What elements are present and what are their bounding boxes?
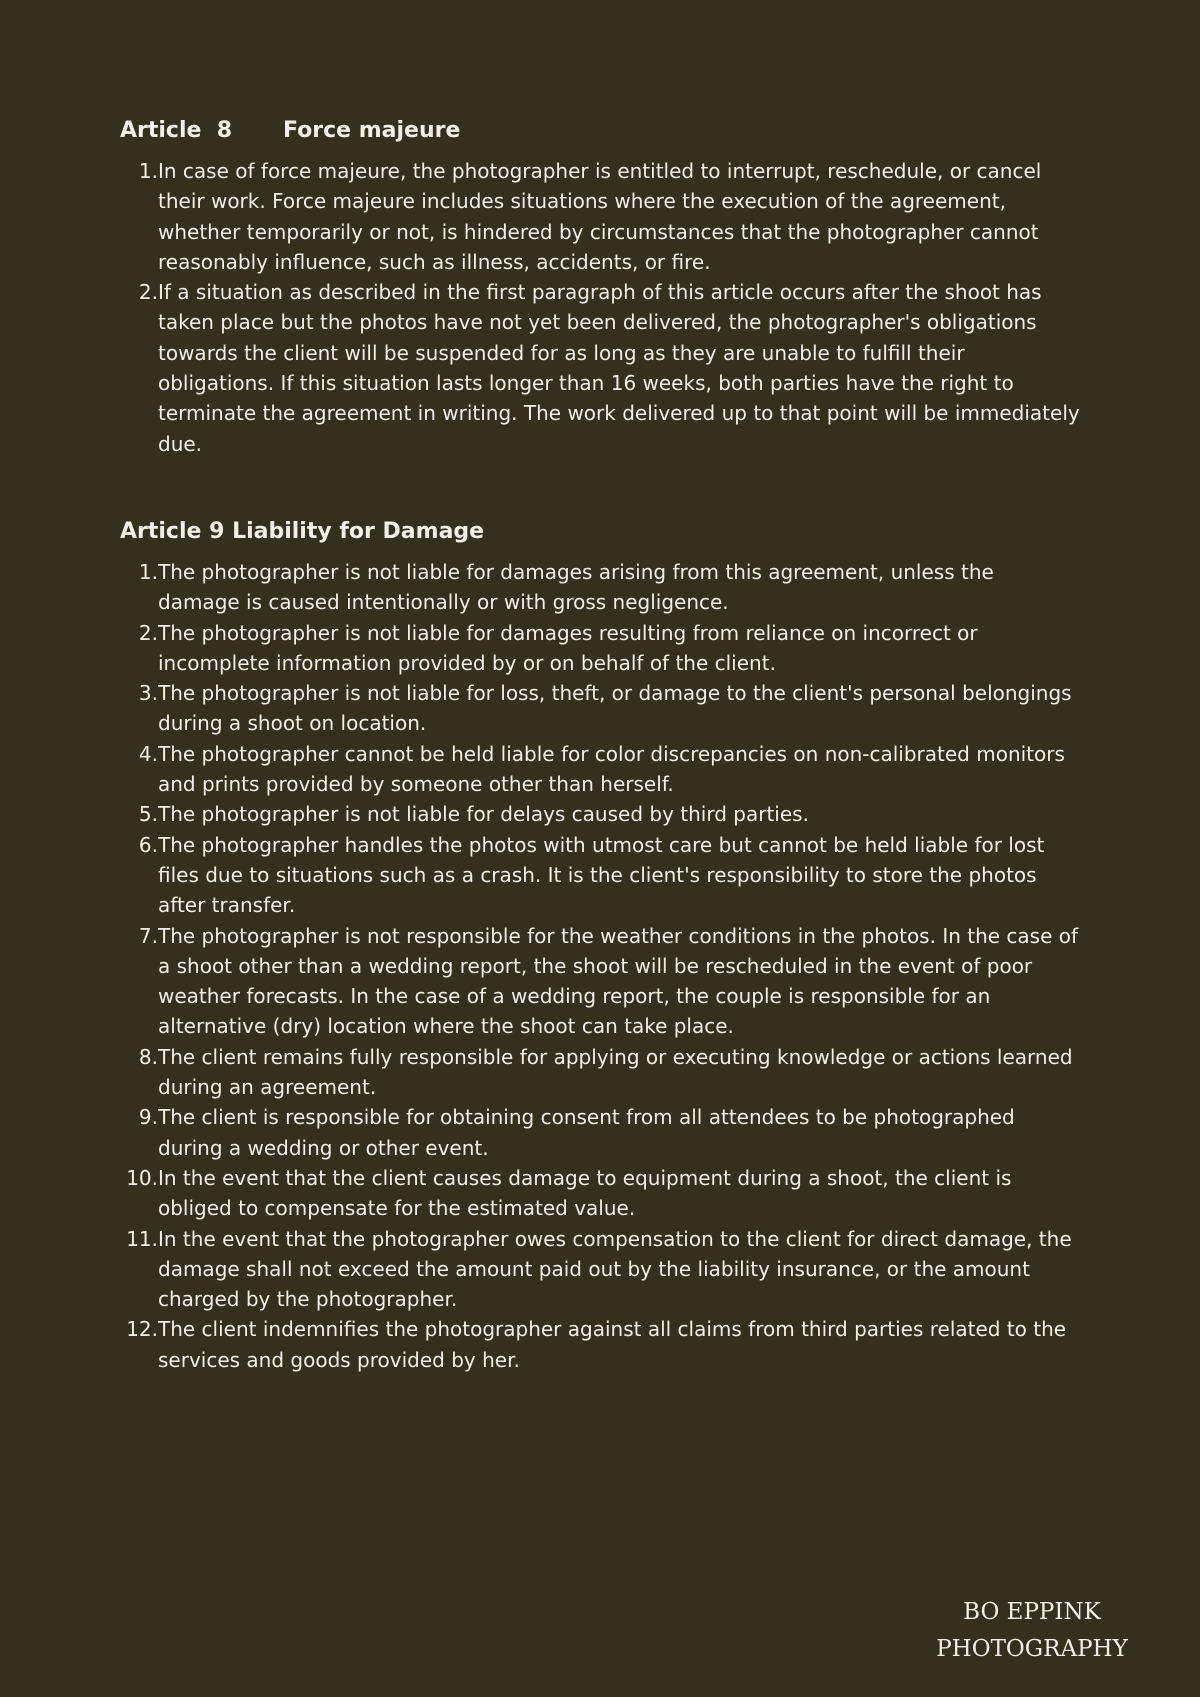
list-item-text: The photographer is not liable for damages resulting from reliance on incorrect or incomplete information provided by or on behalf of the client. [158,620,978,675]
list-item [120,618,1080,679]
list-item [120,739,1080,800]
list-item-number: 2. [138,620,158,645]
list-item-text: The client indemnifies the photographer against all claims from third parties related to the services and goods provided by her. [158,1317,1067,1372]
article-8-heading [120,116,1080,146]
list-item-text: In the event that the client causes damage to equipment during a shoot, the client is obliged to compensate for the estimated value. [158,1165,1012,1221]
list-item-number: 1. [138,159,158,183]
list-item-number: 2. [138,280,158,305]
article-9-title: Article 9 Liability for Damage [120,518,485,544]
list-item-text: The photographer handles the photos with utmost care but cannot be held liable for lost files due to situations such as a crash. It is the client's responsibility to store the photos after transfer. [158,832,1045,918]
list-item [120,277,1080,459]
list-item-number: 10. [126,1165,158,1190]
list-item [120,557,1080,618]
list-item [120,921,1080,1042]
article-8-number: Article 8 [120,118,233,143]
list-item [120,678,1080,739]
brand-subtitle: PHOTOGRAPHY [936,1636,1128,1662]
article-8-list [120,156,1080,459]
document-body [120,116,1080,1375]
list-item-number: 4. [138,741,158,766]
list-item-text: If a situation as described in the first paragraph of this article occurs after the shoot has taken place but the photos have not yet been delivered, the photographer's obligations towards the client will be suspended for as long as they are unable to fulfill their obligations. If this situation lasts longer than 16 weeks, both parties have the right to terminate the agreement in writing. The work delivered up to that point will be immediately due. [158,280,1080,456]
list-item [120,156,1080,277]
brand-logo [902,1594,1162,1668]
list-item-number: 11. [126,1226,158,1251]
list-item [120,1163,1080,1224]
list-item [120,1102,1080,1163]
list-item-text: In case of force majeure, the photographer is entitled to interrupt, reschedule, or cancel their work. Force majeure includes situations where the execution of the agreement, whether temporarily or not, is hindered by circumstances that the photographer cannot reasonably influence, such as illness, accidents, or fire. [158,159,1042,274]
list-item-text: The photographer is not responsible for the weather conditions in the photos. In the case of a shoot other than a wedding report, the shoot will be rescheduled in the event of poor weather forecasts. In the case of a wedding report, the couple is responsible for an alternative (dry) location where the shoot can take place. [158,923,1079,1039]
list-item-text: The client remains fully responsible for applying or executing knowledge or actions learned during an agreement. [158,1044,1073,1100]
list-item [120,799,1080,829]
list-item-text: In the event that the photographer owes compensation to the client for direct damage, the damage shall not exceed the amount paid out by the liability insurance, or the amount charged by the photographer. [158,1226,1072,1312]
list-item-text: The photographer is not liable for delays caused by third parties. [158,802,809,827]
list-item-number: 7. [138,923,158,948]
article-8-section [120,116,1080,459]
article-8-title: Force majeure [283,118,461,143]
list-item-number: 12. [126,1317,158,1342]
list-item-number: 1. [138,559,158,584]
brand-name: BO EPPINK [963,1599,1101,1625]
article-9-section [120,517,1080,1375]
list-item-number: 6. [138,832,158,857]
list-item-text: The client is responsible for obtaining consent from all attendees to be photographed during a wedding or other event. [158,1105,1015,1160]
list-item [120,1314,1080,1375]
list-item-number: 5. [138,802,158,827]
list-item-number: 8. [138,1044,158,1069]
list-item [120,830,1080,921]
list-item-text: The photographer cannot be held liable for color discrepancies on non-calibrated monitors and prints provided by someone other than herself. [158,741,1065,797]
section-spacer [120,459,1080,517]
article-9-list [120,557,1080,1375]
list-item-number: 9. [138,1105,158,1130]
list-item-number: 3. [138,681,158,706]
article-9-heading [120,517,1080,547]
list-item-text: The photographer is not liable for loss, theft, or damage to the client's personal belongings during a shoot on location. [158,681,1072,736]
list-item [120,1224,1080,1315]
list-item-text: The photographer is not liable for damages arising from this agreement, unless the damage is caused intentionally or with gross negligence. [158,559,994,615]
list-item [120,1042,1080,1103]
